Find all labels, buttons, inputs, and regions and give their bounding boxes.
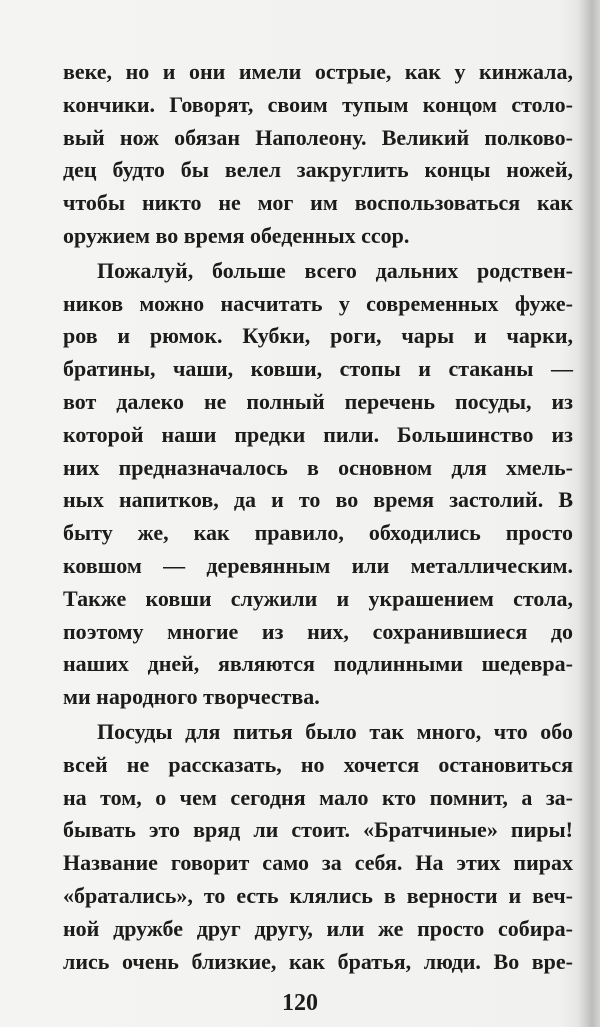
text-line: Пожалуй, больше всего дальних родствен-: [97, 257, 573, 283]
text-line: веке, но и они имели острые, как у кинжала,: [63, 59, 573, 84]
text-line: ной дружбе друг другу, или же просто собира-: [63, 915, 573, 941]
text-line: бывать это вряд ли стоит. «Братчиные» пиры!: [63, 817, 573, 843]
text-line: на том, о чем сегодня мало кто помнит, а за-: [63, 784, 573, 810]
text-line: кончики. Говорят, своим тупым концом столо-: [63, 91, 573, 117]
text-line: ных напитков, да и то во время застолий. В: [63, 487, 573, 513]
text-line: дец будто бы велел закруглить концы ножей,: [63, 157, 573, 183]
page-number: 120: [282, 990, 318, 1017]
text-line: Название говорит само за себя. На этих пирах: [63, 850, 573, 876]
text-line: Также ковши служили и украшением стола,: [63, 585, 573, 611]
body-text: [63, 56, 573, 978]
text-line: поэтому многие из них, сохранившиеся до: [63, 618, 573, 644]
text-line: ров и рюмок. Кубки, роги, чары и чарки,: [63, 323, 573, 349]
text-line: братины, чаши, ковши, стопы и стаканы —: [63, 356, 573, 382]
text-line: всей не рассказать, но хочется остановиться: [63, 751, 573, 777]
text-line: ковшом — деревянным или металлическим.: [63, 552, 573, 578]
text-line: ми народного творчества.: [63, 684, 320, 710]
text-line: вот далеко не полный перечень посуды, из: [63, 388, 573, 414]
paragraph: [63, 56, 573, 253]
text-line: ников можно насчитать у современных фуже-: [63, 290, 573, 316]
text-line: наших дней, являются подлинными шедевра-: [63, 651, 573, 677]
text-line: «братались», то есть клялись в верности и веч-: [63, 882, 573, 908]
text-line: быту же, как правило, обходились просто: [63, 520, 573, 546]
paragraph: [63, 255, 573, 714]
text-line: лись очень близкие, как братья, люди. Во вре-: [63, 948, 573, 974]
text-line: Посуды для питья было так много, что обо: [97, 718, 573, 744]
text-line: вый нож обязан Наполеону. Великий полково-: [63, 124, 573, 150]
text-line: них предназначалось в основном для хмель-: [63, 454, 573, 480]
text-line: чтобы никто не мог им воспользоваться как: [63, 190, 573, 216]
text-line: которой наши предки пили. Большинство из: [63, 421, 573, 447]
paragraph: [63, 716, 573, 978]
text-line: оружием во время обеденных ссор.: [63, 222, 410, 248]
